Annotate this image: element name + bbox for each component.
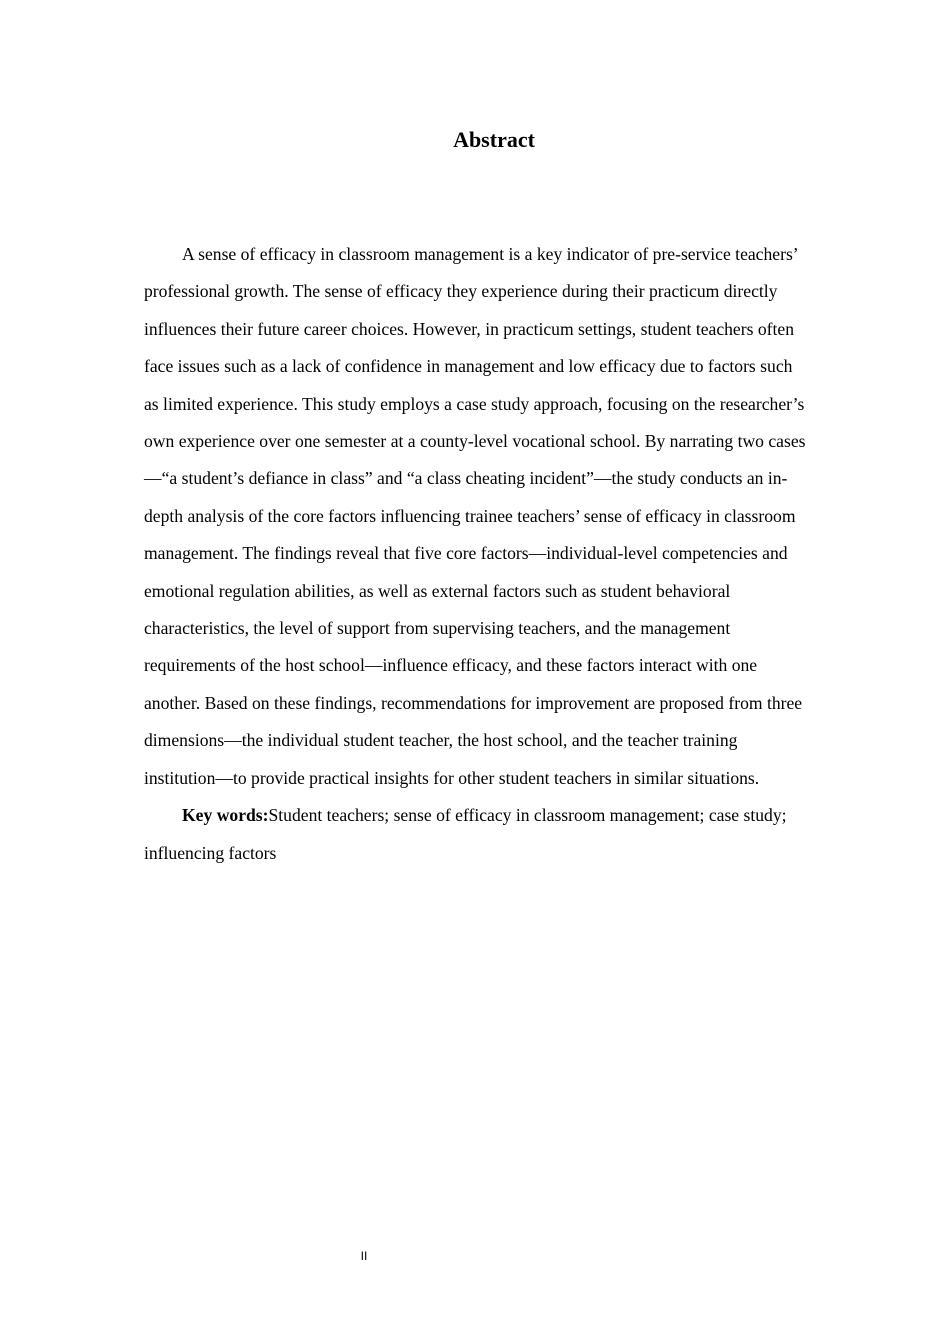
- abstract-body: [144, 236, 808, 872]
- keywords-text: Student teachers; sense of efficacy in classroom management; case study; influencing factors: [144, 805, 787, 863]
- keywords-label: Key words:: [182, 805, 269, 826]
- page-number: II: [360, 1249, 368, 1263]
- abstract-paragraph: A sense of efficacy in classroom management is a key indicator of pre-service teachers’ professional growth. The sense of efficacy they experience during their practicum directly influences their future career choices. However, in practicum settings, student teachers often face issues such as a lack of confidence in management and low efficacy due to factors such as limited experience. This study employs a case study approach, focusing on the researcher’s own experience over one semester at a county-level vocational school. By narrating two cases—“a student’s defiance in class” and “a class cheating incident”—the study conducts an in-depth analysis of the core factors influencing trainee teachers’ sense of efficacy in classroom management. The findings reveal that five core factors—individual-level competencies and emotional regulation abilities, as well as external factors such as student behavioral characteristics, the level of support from supervising teachers, and the management requirements of the host school—influence efficacy, and these factors interact with one another. Based on these findings, recommendations for improvement are proposed from three dimensions—the individual student teacher, the host school, and the teacher training institution—to provide practical insights for other student teachers in similar situations.: [144, 244, 806, 788]
- keywords-paragraph: [144, 797, 808, 872]
- page-title: Abstract: [453, 127, 535, 152]
